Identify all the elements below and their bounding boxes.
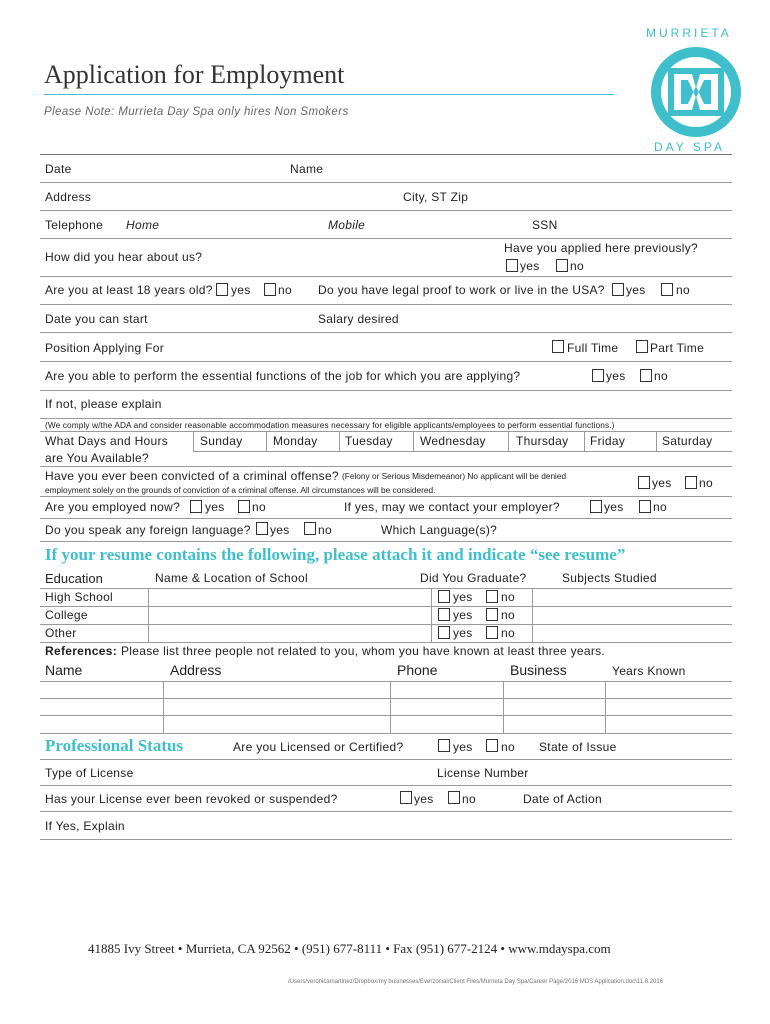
city-input[interactable] <box>470 186 730 208</box>
ref-col-address: Address <box>170 662 222 678</box>
essential-functions-label: Are you able to perform the essential functions of the job for which you are applying? <box>45 369 521 383</box>
col-divider <box>339 431 340 451</box>
rule <box>40 361 732 362</box>
page-title: Application for Employment <box>44 60 345 89</box>
contact-yes-label: yes <box>604 500 624 514</box>
rule <box>40 811 732 812</box>
col-divider <box>605 681 606 733</box>
rule <box>40 606 732 607</box>
col-divider <box>148 588 149 642</box>
full-time-label: Full Time <box>567 341 619 355</box>
day-saturday: Saturday <box>662 434 713 448</box>
ref-col-years: Years Known <box>612 664 686 678</box>
rule <box>40 733 732 734</box>
other-yes-checkbox[interactable] <box>438 626 450 639</box>
convicted-no-checkbox[interactable] <box>685 476 697 489</box>
days-hours-label-2: are You Available? <box>45 451 149 465</box>
employed-no-checkbox[interactable] <box>238 500 250 513</box>
applied-no-checkbox[interactable] <box>556 259 568 272</box>
rule <box>40 785 732 786</box>
logo-bottom-text: DAY SPA <box>654 140 726 154</box>
date-label: Date <box>45 162 72 176</box>
licensed-no-checkbox[interactable] <box>486 739 498 752</box>
license-type-input[interactable] <box>140 762 425 782</box>
college-yes-checkbox[interactable] <box>438 608 450 621</box>
col-divider <box>532 588 533 642</box>
contact-no-label: no <box>653 500 667 514</box>
home-label: Home <box>126 218 160 232</box>
foreign-yes-checkbox[interactable] <box>256 522 268 535</box>
convicted-yes-checkbox[interactable] <box>638 476 650 489</box>
revoked-no-checkbox[interactable] <box>448 791 460 804</box>
references-label: References: <box>45 644 118 658</box>
hs-yes-checkbox[interactable] <box>438 590 450 603</box>
licensed-label: Are you Licensed or Certified? <box>233 740 404 754</box>
references-text: Please list three people not related to you, whom you have known at least three years. <box>121 644 606 658</box>
age-no-label: no <box>278 283 292 297</box>
foreign-language-label: Do you speak any foreign language? <box>45 523 251 537</box>
foreign-no-label: no <box>318 523 332 537</box>
state-of-issue-label: State of Issue <box>539 740 617 754</box>
rule <box>40 304 732 305</box>
applied-yes-checkbox[interactable] <box>506 259 518 272</box>
licensed-no-label: no <box>501 740 515 754</box>
hear-about-label: How did you hear about us? <box>45 250 203 264</box>
rule <box>40 541 732 542</box>
rule <box>40 839 732 840</box>
start-date-input[interactable] <box>155 308 310 330</box>
rule <box>40 759 732 760</box>
essential-no-checkbox[interactable] <box>640 369 652 382</box>
age-no-checkbox[interactable] <box>264 283 276 296</box>
rule <box>40 276 732 277</box>
rule <box>40 390 732 391</box>
explain-license-input[interactable] <box>130 815 730 835</box>
employed-yes-label: yes <box>205 500 225 514</box>
home-phone-input[interactable] <box>165 214 320 236</box>
telephone-label: Telephone <box>45 218 104 232</box>
rule <box>40 332 732 333</box>
legal-no-checkbox[interactable] <box>661 283 673 296</box>
age-label: Are you at least 18 years old? <box>45 283 213 297</box>
license-number-label: License Number <box>437 766 529 780</box>
row-high-school: High School <box>45 590 114 604</box>
rule <box>40 238 732 239</box>
college-no-label: no <box>501 608 515 622</box>
which-language-label: Which Language(s)? <box>381 523 498 537</box>
professional-heading: Professional Status <box>45 736 184 755</box>
ref-col-name: Name <box>45 662 83 678</box>
rule <box>40 182 732 183</box>
license-number-input[interactable] <box>535 762 730 782</box>
convicted-label: Have you ever been convicted of a criminal offense? <box>45 469 339 483</box>
row-college: College <box>45 608 88 622</box>
address-input[interactable] <box>100 186 390 208</box>
foreign-no-checkbox[interactable] <box>304 522 316 535</box>
col-divider <box>584 431 585 451</box>
education-label: Education <box>45 571 103 586</box>
ref-col-phone: Phone <box>397 662 438 678</box>
other-no-label: no <box>501 626 515 640</box>
other-yes-label: yes <box>453 626 473 640</box>
employed-no-label: no <box>252 500 266 514</box>
explain-label: If not, please explain <box>45 397 162 411</box>
contact-no-checkbox[interactable] <box>639 500 651 513</box>
rule <box>40 642 732 643</box>
col-divider <box>503 681 504 733</box>
revoked-label: Has your License ever been revoked or suspended? <box>45 792 338 806</box>
footer-address: 41885 Ivy Street • Murrieta, CA 92562 • (951) 677-8111 • Fax (951) 677-2124 • www.mdayspa.com <box>88 941 611 956</box>
rule <box>40 624 732 625</box>
rule <box>40 466 732 467</box>
col-divider <box>413 431 414 451</box>
non-smoker-note: Please Note: Murrieta Day Spa only hires Non Smokers <box>44 106 349 118</box>
salary-label: Salary desired <box>318 312 399 326</box>
applied-no-label: no <box>570 259 584 273</box>
row-other: Other <box>45 626 77 640</box>
resume-heading: If your resume contains the following, please attach it and indicate “see resume” <box>45 545 626 564</box>
applied-yes-label: yes <box>520 259 540 273</box>
foreign-yes-label: yes <box>270 523 290 537</box>
salary-input[interactable] <box>402 308 730 330</box>
part-time-label: Part Time <box>650 341 705 355</box>
rule <box>40 431 732 432</box>
college-yes-label: yes <box>453 608 473 622</box>
essential-no-label: no <box>654 369 668 383</box>
contact-employer-label: If yes, may we contact your employer? <box>344 500 560 514</box>
contact-yes-checkbox[interactable] <box>590 500 602 513</box>
title-underline <box>44 94 614 95</box>
license-type-label: Type of License <box>45 766 134 780</box>
graduate-col-label: Did You Graduate? <box>420 571 527 585</box>
day-wednesday: Wednesday <box>420 434 486 448</box>
col-divider <box>508 431 509 451</box>
convicted-yes-label: yes <box>652 476 672 490</box>
legal-yes-label: yes <box>626 283 646 297</box>
rule <box>193 451 732 452</box>
col-divider <box>193 431 194 451</box>
age-yes-label: yes <box>231 283 251 297</box>
full-time-checkbox[interactable] <box>552 340 564 353</box>
ssn-input[interactable] <box>562 214 730 236</box>
college-no-checkbox[interactable] <box>486 608 498 621</box>
col-divider <box>431 588 432 642</box>
ref-col-business: Business <box>510 662 567 678</box>
mobile-phone-input[interactable] <box>375 214 525 236</box>
legal-no-label: no <box>676 283 690 297</box>
ada-note: (We comply w/the ADA and consider reasonable accommodation measures necessary for eligible applicants/employees to perform essential functions.) <box>45 420 615 430</box>
convicted-note-2: employment solely on the grounds of conviction of a criminal offense. All circumstances will be considered. <box>45 485 436 495</box>
legal-yes-checkbox[interactable] <box>612 283 624 296</box>
rule <box>40 588 732 589</box>
essential-yes-checkbox[interactable] <box>592 369 604 382</box>
if-yes-explain-label: If Yes, Explain <box>45 819 125 833</box>
employed-label: Are you employed now? <box>45 500 181 514</box>
mobile-label: Mobile <box>328 218 366 232</box>
col-divider <box>163 681 164 733</box>
date-input[interactable] <box>80 158 280 180</box>
licensed-yes-checkbox[interactable] <box>438 739 450 752</box>
essential-yes-label: yes <box>606 369 626 383</box>
revoked-no-label: no <box>462 792 476 806</box>
name-label: Name <box>290 162 324 176</box>
city-label: City, ST Zip <box>403 190 469 204</box>
hs-no-label: no <box>501 590 515 604</box>
spa-logo <box>648 44 744 140</box>
applied-before-label: Have you applied here previously? <box>504 241 699 255</box>
rule <box>40 715 732 716</box>
explain-input[interactable] <box>170 394 730 416</box>
rule <box>40 496 732 497</box>
position-label: Position Applying For <box>45 341 165 355</box>
date-of-action-label: Date of Action <box>523 792 602 806</box>
hs-no-checkbox[interactable] <box>486 590 498 603</box>
day-sunday: Sunday <box>200 434 243 448</box>
licensed-yes-label: yes <box>453 740 473 754</box>
hs-yes-label: yes <box>453 590 473 604</box>
rule <box>40 681 732 682</box>
employed-yes-checkbox[interactable] <box>190 500 202 513</box>
convicted-no-label: no <box>699 476 713 490</box>
day-monday: Monday <box>273 434 318 448</box>
rule <box>40 210 732 211</box>
rule <box>40 698 732 699</box>
revoked-yes-checkbox[interactable] <box>400 791 412 804</box>
day-thursday: Thursday <box>516 434 569 448</box>
col-divider <box>266 431 267 451</box>
footer-file-path: /Users/veronicamartinez/Dropbox/my businesses/Everzocial/Client Files/Murrieta Day Spa/Career Page/2016 MDS Application.doc\11.8.2016 <box>288 979 664 985</box>
other-no-checkbox[interactable] <box>486 626 498 639</box>
convicted-note: (Felony or Serious Misdemeanor) No applicant will be denied <box>342 471 567 481</box>
ssn-label: SSN <box>532 218 558 232</box>
legal-label: Do you have legal proof to work or live in the USA? <box>318 283 605 297</box>
school-col-label: Name & Location of School <box>155 571 308 585</box>
day-tuesday: Tuesday <box>345 434 393 448</box>
days-hours-label: What Days and Hours <box>45 434 169 448</box>
name-input[interactable] <box>330 158 730 180</box>
position-input[interactable] <box>170 336 540 358</box>
which-language-input[interactable] <box>495 519 730 539</box>
col-divider <box>390 681 391 733</box>
part-time-checkbox[interactable] <box>636 340 648 353</box>
age-yes-checkbox[interactable] <box>216 283 228 296</box>
address-label: Address <box>45 190 92 204</box>
rule <box>40 418 732 419</box>
col-divider <box>656 431 657 451</box>
rule <box>40 154 732 155</box>
revoked-yes-label: yes <box>414 792 434 806</box>
subjects-col-label: Subjects Studied <box>562 571 657 585</box>
logo-top-text: MURRIETA <box>646 26 732 40</box>
day-friday: Friday <box>590 434 626 448</box>
start-date-label: Date you can start <box>45 312 148 326</box>
